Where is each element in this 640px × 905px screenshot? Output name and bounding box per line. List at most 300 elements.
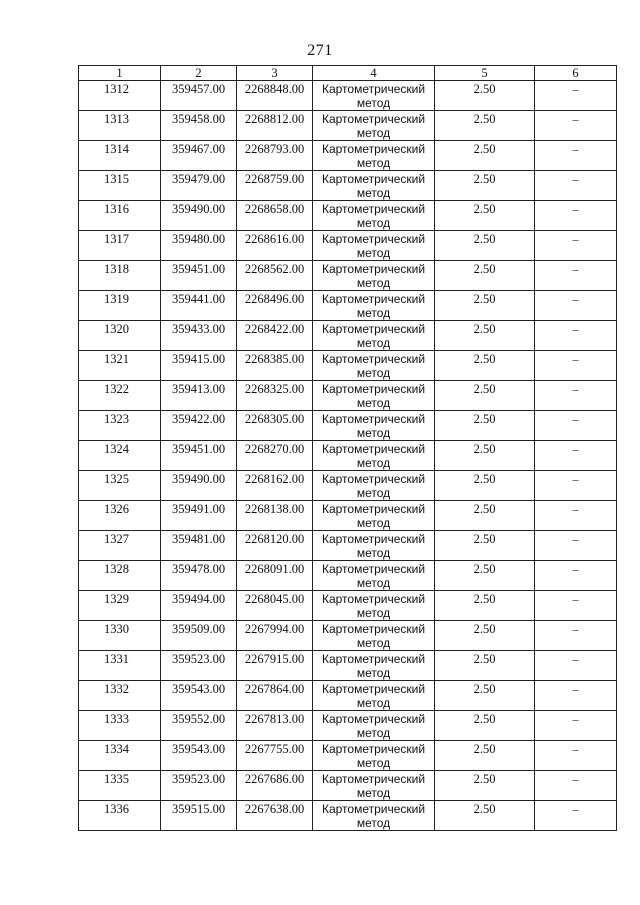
y-coordinate-cell <box>237 741 313 771</box>
method-cell-text: Картометрический метод <box>321 682 426 710</box>
page-number: 271 <box>307 42 333 59</box>
accuracy-cell <box>435 201 535 231</box>
table-row <box>79 291 617 321</box>
method-cell-text: Картометрический метод <box>321 622 426 650</box>
accuracy-cell-text: 2.50 <box>473 112 496 126</box>
accuracy-cell-text: 2.50 <box>473 622 496 636</box>
x-coordinate-cell <box>161 681 237 711</box>
accuracy-cell-text: 2.50 <box>473 652 496 666</box>
x-coordinate-cell <box>161 111 237 141</box>
x-coordinate-cell <box>161 801 237 831</box>
point-number-cell <box>79 381 161 411</box>
y-coordinate-cell-text: 2268759.00 <box>244 172 305 186</box>
accuracy-cell-text: 2.50 <box>473 382 496 396</box>
accuracy-cell <box>435 321 535 351</box>
y-coordinate-cell-text: 2268162.00 <box>244 472 305 486</box>
accuracy-cell <box>435 711 535 741</box>
x-coordinate-cell <box>161 531 237 561</box>
note-cell <box>535 531 617 561</box>
x-coordinate-cell-text: 359490.00 <box>171 472 226 486</box>
y-coordinate-cell-text: 2268848.00 <box>244 82 305 96</box>
accuracy-cell-text: 2.50 <box>473 82 496 96</box>
accuracy-cell <box>435 501 535 531</box>
method-cell <box>313 561 435 591</box>
note-cell-text: – <box>572 622 579 636</box>
note-cell-text: – <box>572 772 579 786</box>
table-row <box>79 81 617 111</box>
point-number-cell-text: 1328 <box>104 562 129 576</box>
x-coordinate-cell-text: 359543.00 <box>171 682 226 696</box>
accuracy-cell-text: 2.50 <box>473 802 496 816</box>
y-coordinate-cell <box>237 171 313 201</box>
point-number-cell-text: 1318 <box>104 262 129 276</box>
y-coordinate-cell <box>237 561 313 591</box>
method-cell <box>313 771 435 801</box>
point-number-cell <box>79 141 161 171</box>
method-cell-text: Картометрический метод <box>321 142 426 170</box>
method-cell-text: Картометрический метод <box>321 742 426 770</box>
table-row <box>79 381 617 411</box>
x-coordinate-cell <box>161 441 237 471</box>
accuracy-cell <box>435 411 535 441</box>
header-row <box>79 66 617 81</box>
y-coordinate-cell-text: 2267686.00 <box>244 772 305 786</box>
note-cell-text: – <box>572 292 579 306</box>
point-number-cell-text: 1332 <box>104 682 129 696</box>
table-row <box>79 441 617 471</box>
method-cell <box>313 411 435 441</box>
method-cell-text: Картометрический метод <box>321 562 426 590</box>
point-number-cell-text: 1326 <box>104 502 129 516</box>
method-cell-text: Картометрический метод <box>321 442 426 470</box>
point-number-cell <box>79 711 161 741</box>
accuracy-cell-text: 2.50 <box>473 472 496 486</box>
point-number-cell-text: 1331 <box>104 652 129 666</box>
x-coordinate-cell-text: 359509.00 <box>171 622 226 636</box>
accuracy-cell-text: 2.50 <box>473 772 496 786</box>
method-cell <box>313 321 435 351</box>
point-number-cell-text: 1323 <box>104 412 129 426</box>
method-cell-text: Картометрический метод <box>321 112 426 140</box>
y-coordinate-cell <box>237 711 313 741</box>
note-cell-text: – <box>572 442 579 456</box>
table-row <box>79 531 617 561</box>
table-row <box>79 711 617 741</box>
y-coordinate-cell-text: 2267864.00 <box>244 682 305 696</box>
x-coordinate-cell-text: 359457.00 <box>171 82 226 96</box>
y-coordinate-cell-text: 2268793.00 <box>244 142 305 156</box>
method-cell <box>313 231 435 261</box>
point-number-cell <box>79 501 161 531</box>
accuracy-cell-text: 2.50 <box>473 502 496 516</box>
accuracy-cell <box>435 531 535 561</box>
note-cell <box>535 741 617 771</box>
accuracy-cell <box>435 681 535 711</box>
x-coordinate-cell-text: 359479.00 <box>171 172 226 186</box>
y-coordinate-cell <box>237 81 313 111</box>
accuracy-cell-text: 2.50 <box>473 532 496 546</box>
accuracy-cell <box>435 471 535 501</box>
y-coordinate-cell <box>237 141 313 171</box>
note-cell <box>535 351 617 381</box>
note-cell <box>535 681 617 711</box>
y-coordinate-cell-text: 2267813.00 <box>244 712 305 726</box>
note-cell-text: – <box>572 172 579 186</box>
method-cell <box>313 531 435 561</box>
accuracy-cell <box>435 141 535 171</box>
note-cell-text: – <box>572 502 579 516</box>
method-cell-text: Картометрический метод <box>321 292 426 320</box>
point-number-cell-text: 1317 <box>104 232 129 246</box>
method-cell-text: Картометрический метод <box>321 202 426 230</box>
y-coordinate-cell <box>237 261 313 291</box>
note-cell <box>535 771 617 801</box>
x-coordinate-cell-text: 359523.00 <box>171 772 226 786</box>
point-number-cell-text: 1327 <box>104 532 129 546</box>
header-col-4: 4 <box>313 66 435 81</box>
method-cell <box>313 711 435 741</box>
x-coordinate-cell-text: 359515.00 <box>171 802 226 816</box>
x-coordinate-cell <box>161 411 237 441</box>
y-coordinate-cell <box>237 771 313 801</box>
note-cell <box>535 471 617 501</box>
point-number-cell-text: 1316 <box>104 202 129 216</box>
y-coordinate-cell <box>237 411 313 441</box>
accuracy-cell-text: 2.50 <box>473 232 496 246</box>
x-coordinate-cell <box>161 81 237 111</box>
table-row <box>79 171 617 201</box>
y-coordinate-cell-text: 2268305.00 <box>244 412 305 426</box>
x-coordinate-cell-text: 359458.00 <box>171 112 226 126</box>
point-number-cell-text: 1335 <box>104 772 129 786</box>
point-number-cell-text: 1319 <box>104 292 129 306</box>
method-cell <box>313 651 435 681</box>
note-cell <box>535 501 617 531</box>
accuracy-cell-text: 2.50 <box>473 352 496 366</box>
table-row <box>79 141 617 171</box>
method-cell <box>313 471 435 501</box>
method-cell <box>313 111 435 141</box>
method-cell <box>313 261 435 291</box>
point-number-cell <box>79 621 161 651</box>
y-coordinate-cell-text: 2268270.00 <box>244 442 305 456</box>
note-cell-text: – <box>572 112 579 126</box>
header-col-3: 3 <box>237 66 313 81</box>
method-cell-text: Картометрический метод <box>321 472 426 500</box>
x-coordinate-cell <box>161 741 237 771</box>
accuracy-cell <box>435 171 535 201</box>
method-cell <box>313 681 435 711</box>
note-cell <box>535 801 617 831</box>
y-coordinate-cell <box>237 351 313 381</box>
method-cell <box>313 81 435 111</box>
coordinates-table-wrapper <box>78 65 616 831</box>
accuracy-cell-text: 2.50 <box>473 292 496 306</box>
point-number-cell-text: 1312 <box>104 82 129 96</box>
point-number-cell-text: 1314 <box>104 142 129 156</box>
note-cell-text: – <box>572 592 579 606</box>
note-cell-text: – <box>572 82 579 96</box>
note-cell-text: – <box>572 562 579 576</box>
y-coordinate-cell-text: 2268658.00 <box>244 202 305 216</box>
table-row <box>79 471 617 501</box>
accuracy-cell-text: 2.50 <box>473 142 496 156</box>
x-coordinate-cell-text: 359523.00 <box>171 652 226 666</box>
x-coordinate-cell-text: 359491.00 <box>171 502 226 516</box>
method-cell <box>313 171 435 201</box>
y-coordinate-cell <box>237 441 313 471</box>
note-cell-text: – <box>572 532 579 546</box>
method-cell <box>313 441 435 471</box>
note-cell <box>535 111 617 141</box>
method-cell <box>313 291 435 321</box>
accuracy-cell <box>435 381 535 411</box>
table-row <box>79 621 617 651</box>
point-number-cell <box>79 531 161 561</box>
point-number-cell <box>79 741 161 771</box>
x-coordinate-cell <box>161 261 237 291</box>
accuracy-cell <box>435 741 535 771</box>
point-number-cell <box>79 471 161 501</box>
point-number-cell-text: 1321 <box>104 352 129 366</box>
note-cell-text: – <box>572 322 579 336</box>
table-row <box>79 801 617 831</box>
point-number-cell <box>79 771 161 801</box>
accuracy-cell <box>435 261 535 291</box>
method-cell <box>313 201 435 231</box>
method-cell <box>313 801 435 831</box>
accuracy-cell <box>435 771 535 801</box>
x-coordinate-cell-text: 359451.00 <box>171 262 226 276</box>
accuracy-cell-text: 2.50 <box>473 682 496 696</box>
x-coordinate-cell <box>161 711 237 741</box>
point-number-cell-text: 1325 <box>104 472 129 486</box>
accuracy-cell <box>435 351 535 381</box>
x-coordinate-cell <box>161 201 237 231</box>
point-number-cell-text: 1320 <box>104 322 129 336</box>
x-coordinate-cell <box>161 471 237 501</box>
point-number-cell <box>79 351 161 381</box>
x-coordinate-cell-text: 359413.00 <box>171 382 226 396</box>
accuracy-cell <box>435 561 535 591</box>
accuracy-cell <box>435 621 535 651</box>
method-cell-text: Картометрический метод <box>321 772 426 800</box>
note-cell-text: – <box>572 352 579 366</box>
method-cell <box>313 501 435 531</box>
point-number-cell <box>79 291 161 321</box>
method-cell-text: Картометрический метод <box>321 262 426 290</box>
method-cell-text: Картометрический метод <box>321 172 426 200</box>
note-cell-text: – <box>572 232 579 246</box>
note-cell <box>535 201 617 231</box>
y-coordinate-cell-text: 2268422.00 <box>244 322 305 336</box>
x-coordinate-cell <box>161 621 237 651</box>
note-cell-text: – <box>572 712 579 726</box>
x-coordinate-cell <box>161 291 237 321</box>
method-cell-text: Картометрический метод <box>321 82 426 110</box>
y-coordinate-cell-text: 2268812.00 <box>244 112 305 126</box>
x-coordinate-cell-text: 359490.00 <box>171 202 226 216</box>
point-number-cell-text: 1336 <box>104 802 129 816</box>
note-cell-text: – <box>572 142 579 156</box>
x-coordinate-cell-text: 359433.00 <box>171 322 226 336</box>
x-coordinate-cell <box>161 591 237 621</box>
accuracy-cell <box>435 801 535 831</box>
x-coordinate-cell <box>161 321 237 351</box>
y-coordinate-cell-text: 2267994.00 <box>244 622 305 636</box>
note-cell <box>535 591 617 621</box>
method-cell-text: Картометрический метод <box>321 382 426 410</box>
accuracy-cell-text: 2.50 <box>473 712 496 726</box>
x-coordinate-cell-text: 359478.00 <box>171 562 226 576</box>
table-row <box>79 741 617 771</box>
y-coordinate-cell <box>237 801 313 831</box>
note-cell <box>535 711 617 741</box>
method-cell-text: Картометрический метод <box>321 652 426 680</box>
y-coordinate-cell <box>237 501 313 531</box>
accuracy-cell <box>435 291 535 321</box>
point-number-cell <box>79 81 161 111</box>
x-coordinate-cell-text: 359552.00 <box>171 712 226 726</box>
y-coordinate-cell <box>237 471 313 501</box>
y-coordinate-cell-text: 2267755.00 <box>244 742 305 756</box>
x-coordinate-cell-text: 359441.00 <box>171 292 226 306</box>
x-coordinate-cell-text: 359494.00 <box>171 592 226 606</box>
table-row <box>79 111 617 141</box>
point-number-cell <box>79 561 161 591</box>
accuracy-cell <box>435 441 535 471</box>
note-cell-text: – <box>572 652 579 666</box>
method-cell-text: Картометрический метод <box>321 532 426 560</box>
point-number-cell <box>79 801 161 831</box>
point-number-cell-text: 1322 <box>104 382 129 396</box>
accuracy-cell <box>435 81 535 111</box>
y-coordinate-cell <box>237 381 313 411</box>
table-row <box>79 591 617 621</box>
method-cell-text: Картометрический метод <box>321 502 426 530</box>
note-cell <box>535 381 617 411</box>
method-cell <box>313 381 435 411</box>
y-coordinate-cell-text: 2268562.00 <box>244 262 305 276</box>
table-header <box>79 66 617 81</box>
accuracy-cell-text: 2.50 <box>473 202 496 216</box>
note-cell-text: – <box>572 742 579 756</box>
table-row <box>79 261 617 291</box>
y-coordinate-cell-text: 2268385.00 <box>244 352 305 366</box>
note-cell <box>535 651 617 681</box>
point-number-cell-text: 1334 <box>104 742 129 756</box>
y-coordinate-cell <box>237 621 313 651</box>
y-coordinate-cell-text: 2268616.00 <box>244 232 305 246</box>
x-coordinate-cell <box>161 141 237 171</box>
x-coordinate-cell-text: 359415.00 <box>171 352 226 366</box>
note-cell-text: – <box>572 202 579 216</box>
point-number-cell <box>79 231 161 261</box>
accuracy-cell-text: 2.50 <box>473 172 496 186</box>
note-cell-text: – <box>572 472 579 486</box>
note-cell <box>535 441 617 471</box>
header-col-1: 1 <box>79 66 161 81</box>
accuracy-cell-text: 2.50 <box>473 442 496 456</box>
method-cell <box>313 741 435 771</box>
point-number-cell <box>79 681 161 711</box>
accuracy-cell-text: 2.50 <box>473 322 496 336</box>
x-coordinate-cell <box>161 171 237 201</box>
point-number-cell-text: 1329 <box>104 592 129 606</box>
accuracy-cell <box>435 651 535 681</box>
point-number-cell-text: 1315 <box>104 172 129 186</box>
x-coordinate-cell <box>161 351 237 381</box>
accuracy-cell-text: 2.50 <box>473 262 496 276</box>
accuracy-cell-text: 2.50 <box>473 562 496 576</box>
table-row <box>79 681 617 711</box>
y-coordinate-cell-text: 2268138.00 <box>244 502 305 516</box>
method-cell-text: Картометрический метод <box>321 232 426 260</box>
table-row <box>79 231 617 261</box>
table-row <box>79 201 617 231</box>
method-cell-text: Картометрический метод <box>321 592 426 620</box>
header-col-5: 5 <box>435 66 535 81</box>
accuracy-cell-text: 2.50 <box>473 742 496 756</box>
x-coordinate-cell-text: 359481.00 <box>171 532 226 546</box>
table-row <box>79 501 617 531</box>
point-number-cell-text: 1313 <box>104 112 129 126</box>
y-coordinate-cell-text: 2267915.00 <box>244 652 305 666</box>
y-coordinate-cell-text: 2268045.00 <box>244 592 305 606</box>
note-cell-text: – <box>572 262 579 276</box>
y-coordinate-cell <box>237 591 313 621</box>
point-number-cell <box>79 171 161 201</box>
header-col-2: 2 <box>161 66 237 81</box>
x-coordinate-cell-text: 359422.00 <box>171 412 226 426</box>
point-number-cell <box>79 321 161 351</box>
note-cell <box>535 561 617 591</box>
method-cell-text: Картометрический метод <box>321 802 426 830</box>
note-cell <box>535 141 617 171</box>
x-coordinate-cell-text: 359480.00 <box>171 232 226 246</box>
x-coordinate-cell <box>161 501 237 531</box>
table-row <box>79 771 617 801</box>
header-col-6: 6 <box>535 66 617 81</box>
note-cell <box>535 171 617 201</box>
y-coordinate-cell <box>237 321 313 351</box>
table-row <box>79 561 617 591</box>
accuracy-cell-text: 2.50 <box>473 592 496 606</box>
method-cell <box>313 621 435 651</box>
y-coordinate-cell <box>237 291 313 321</box>
note-cell <box>535 621 617 651</box>
method-cell <box>313 591 435 621</box>
accuracy-cell <box>435 111 535 141</box>
note-cell-text: – <box>572 382 579 396</box>
y-coordinate-cell <box>237 531 313 561</box>
y-coordinate-cell <box>237 111 313 141</box>
method-cell-text: Картометрический метод <box>321 412 426 440</box>
note-cell <box>535 411 617 441</box>
point-number-cell <box>79 411 161 441</box>
accuracy-cell <box>435 591 535 621</box>
y-coordinate-cell <box>237 681 313 711</box>
coordinates-table <box>78 65 617 831</box>
y-coordinate-cell <box>237 201 313 231</box>
point-number-cell-text: 1324 <box>104 442 129 456</box>
x-coordinate-cell <box>161 651 237 681</box>
y-coordinate-cell-text: 2268325.00 <box>244 382 305 396</box>
x-coordinate-cell <box>161 561 237 591</box>
table-row <box>79 351 617 381</box>
x-coordinate-cell <box>161 231 237 261</box>
note-cell <box>535 291 617 321</box>
